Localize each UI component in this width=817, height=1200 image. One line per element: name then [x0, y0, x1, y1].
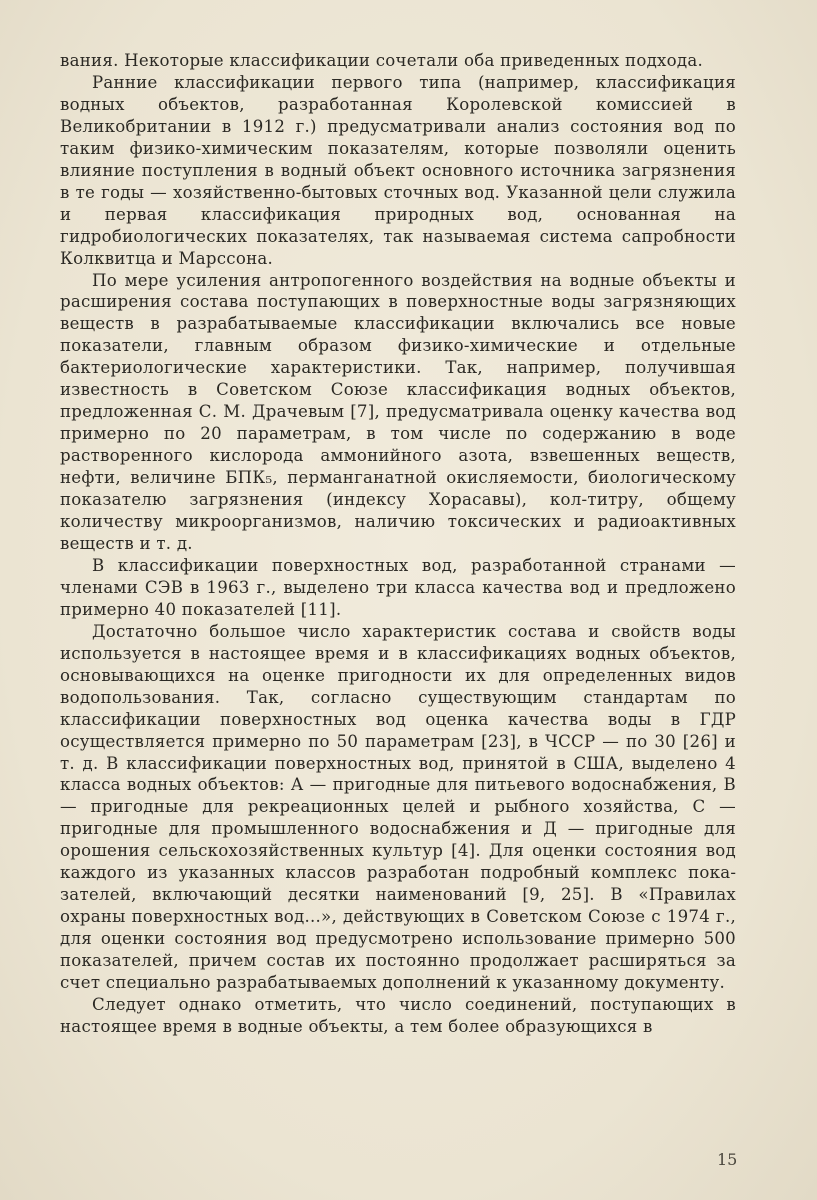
paragraph-compounds-note: Следует однако отметить, что число соединений, поступающих в настоящее время в водные объекты, а тем более образующихся в — [60, 994, 736, 1036]
paragraph-continuation: вания. Некоторые классификации сочетали оба приведенных подхода. — [60, 51, 704, 70]
paragraph-early-classifications: Ранние классификации первого типа (например, классификация водных объектов, разработанная Королевской комиссией в Великобритании в 1912 г.) предусматривали анализ состояния вод по таким физико-химическим показателям, которые позволяли оценить влияние поступления в водный объект основного источника загрязнения в те годы — хозяйственно-бытовых сточных вод. Указанной цели служила и первая классификация природных вод, основанная на гидробиологических показателях, так называемая система сапробности Колквитца и Марссона. — [60, 72, 736, 268]
paragraph-anthropogenic-impact: По мере усиления антропогенного воздействия на водные объекты и расширения состава поступающих в поверхностные воды загрязняющих веществ в разрабатываемые классификации включались все новые показатели, главным образом физико-химические и отдельные бактериологические характеристики. Так, например, получившая известность в Советском Союзе классификация водных объектов, предложенная С. М. Драчевым [7], предусматривала оценку качества вод примерно по 20 параметрам, в том числе по содержанию в воде растворенного кислорода аммонийного азота, взвешенных веществ, нефти, величине БПК₅, перманганатной окисляемости, биологическому показателю загрязнения (индексу Хорасавы), кол-титру, общему количеству микроорганизмов, наличию токсических и радиоактивных веществ и т. д. — [60, 270, 736, 553]
page-number: 15 — [717, 1150, 738, 1169]
body-text — [60, 50, 736, 1038]
paragraph-comecon-classification: В классификации поверхностных вод, разработанной странами — членами СЭВ в 1963 г., выделено три класса качества вод и предложено примерно 40 показателей [11]. — [60, 555, 736, 619]
paragraph-water-use-classifications: Достаточно большое число характеристик состава и свойств воды используется в настоящее время и в классификациях водных объектов, основывающихся на оценке пригодности их для определенных видов водопользования. Так, согласно существующим стандартам по классификации поверхностных вод оценка качества воды в ГДР осуществляется примерно по 50 параметрам [23], в ЧССР — по 30 [26] и т. д. В классификации поверхностных вод, принятой в США, выделено 4 класса водных объектов: А — пригодные для питьевого водоснабжения, В — пригодные для рекреационных целей и рыбного хозяйства, С — пригодные для промышленного водоснабжения и Д — пригодные для орошения сельскохозяйственных культур [4]. Для оценки состояния вод каждого из указанных классов разработан подробный комплекс показателей, включающий десятки наименований [9, 25]. В «Правилах охраны поверхностных вод...», действующих в Советском Союзе с 1974 г., для оценки состояния вод предусмотрено использование примерно 500 показателей, причем состав их постоянно продолжает расширяться за счет специально разрабатываемых дополнений к указанному документу. — [60, 621, 736, 993]
